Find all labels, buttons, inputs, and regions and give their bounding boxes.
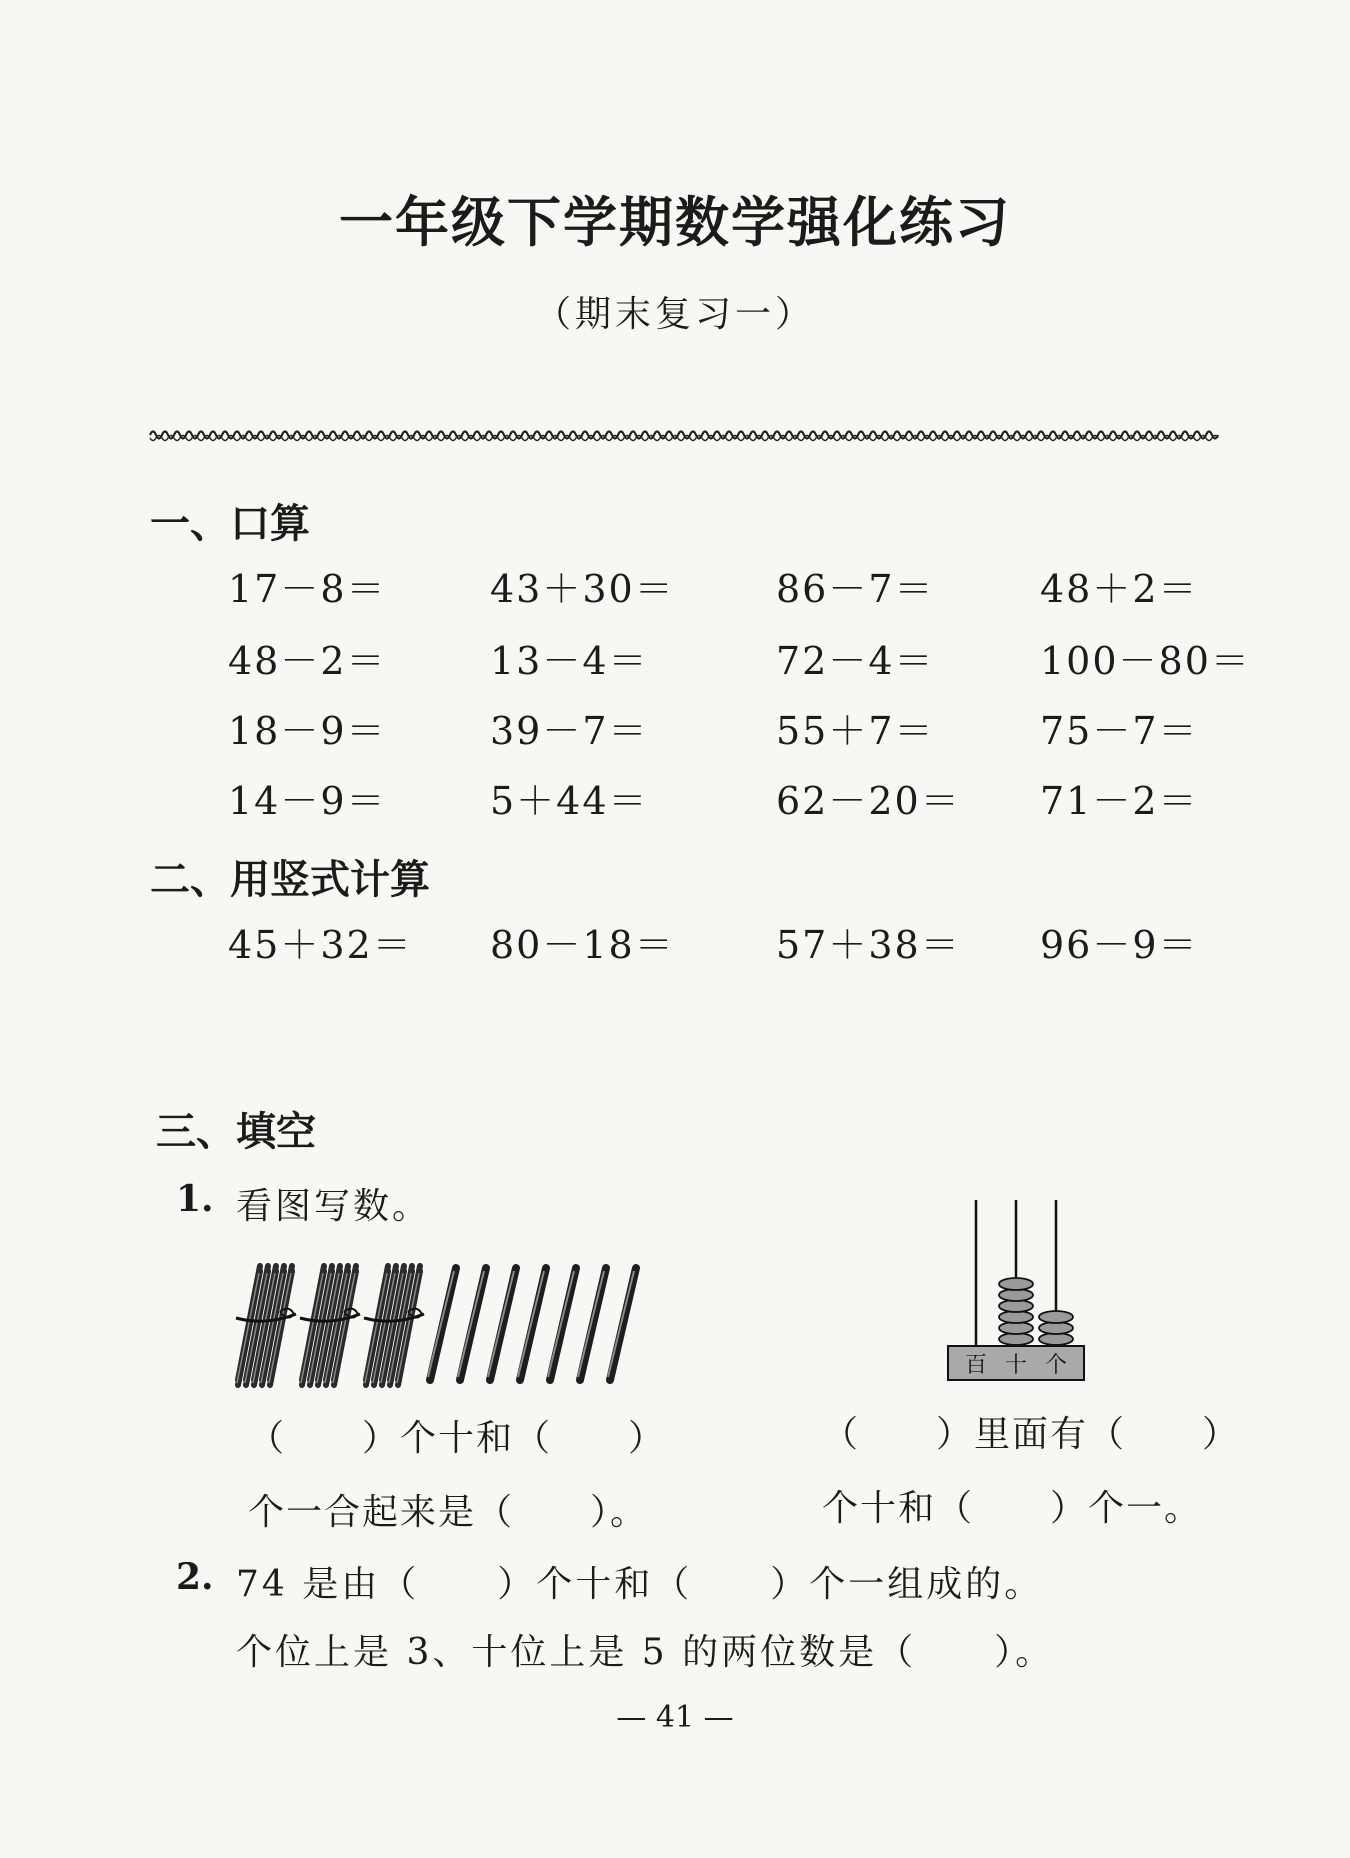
vertical-calc-item: 80－18＝: [490, 923, 675, 967]
oral-calc-item: 17－8＝: [228, 567, 387, 611]
section-heading-vertical-calc: 二、用竖式计算: [150, 857, 430, 903]
abacus-place-label: 百: [964, 1353, 988, 1378]
oral-calc-item: 13－4＝: [490, 639, 649, 683]
oral-calc-item: 5＋44＝: [490, 779, 649, 823]
oral-calc-item: 48－2＝: [228, 639, 387, 683]
page-subtitle: （期末复习一）: [534, 294, 815, 335]
question-number: 1.: [176, 1178, 214, 1220]
vertical-calc-item: 45＋32＝: [228, 923, 413, 967]
oral-calc-item: 39－7＝: [490, 709, 649, 753]
oral-calc-item: 100－80＝: [1040, 639, 1251, 683]
single-stick: [608, 1268, 636, 1380]
page-title: 一年级下学期数学强化练习: [339, 191, 1011, 254]
wavy-divider: [150, 424, 1210, 446]
question-2-line1: 74 是由（ ）个十和（ ）个一组成的。: [236, 1564, 1044, 1605]
abacus-place-label: 十: [1004, 1353, 1028, 1378]
counting-sticks-illustration: [230, 1262, 670, 1397]
oral-calc-item: 55＋7＝: [776, 709, 935, 753]
vertical-calc-item: 57＋38＝: [776, 923, 961, 967]
oral-calc-item: 71－2＝: [1040, 779, 1199, 823]
single-stick: [458, 1268, 486, 1380]
question-text: 看图写数。: [236, 1186, 432, 1227]
single-stick: [518, 1268, 546, 1380]
oral-calc-item: 14－9＝: [228, 779, 387, 823]
oral-calc-item: 75－7＝: [1040, 709, 1199, 753]
vertical-calc-item: 96－9＝: [1040, 923, 1199, 967]
single-stick: [578, 1268, 606, 1380]
abacus-bead: [1039, 1311, 1073, 1323]
abacus-place-label: 个: [1044, 1353, 1068, 1378]
single-stick: [428, 1268, 456, 1380]
oral-calc-item: 62－20＝: [776, 779, 961, 823]
question-number: 2.: [176, 1556, 214, 1598]
abacus-illustration: [948, 1198, 1118, 1388]
fill-blank-right-line2: 个十和（ ）个一。: [822, 1488, 1203, 1529]
oral-calc-item: 86－7＝: [776, 567, 935, 611]
oral-calc-item: 43＋30＝: [490, 567, 675, 611]
single-stick: [548, 1268, 576, 1380]
section-heading-fill-blanks: 三、填空: [156, 1109, 316, 1155]
stick-bundle: [236, 1266, 296, 1385]
question-2-line2: 个位上是 3、十位上是 5 的两位数是（ ）。: [236, 1632, 1055, 1673]
oral-calc-item: 18－9＝: [228, 709, 387, 753]
stick-bundle: [300, 1266, 360, 1385]
stick-bundle: [364, 1266, 424, 1385]
fill-blank-left-line1: （ ）个十和（ ）: [248, 1418, 667, 1459]
fill-blank-right-line1: （ ）里面有（ ）: [822, 1414, 1241, 1455]
abacus-bead: [999, 1278, 1033, 1290]
oral-calc-item: 72－4＝: [776, 639, 935, 683]
oral-calc-item: 48＋2＝: [1040, 567, 1199, 611]
fill-blank-left-line2: 个一合起来是（ ）。: [248, 1492, 649, 1533]
single-stick: [488, 1268, 516, 1380]
section-heading-mental-math: 一、口算: [150, 501, 310, 547]
page-number: — 41 —: [616, 1700, 734, 1735]
